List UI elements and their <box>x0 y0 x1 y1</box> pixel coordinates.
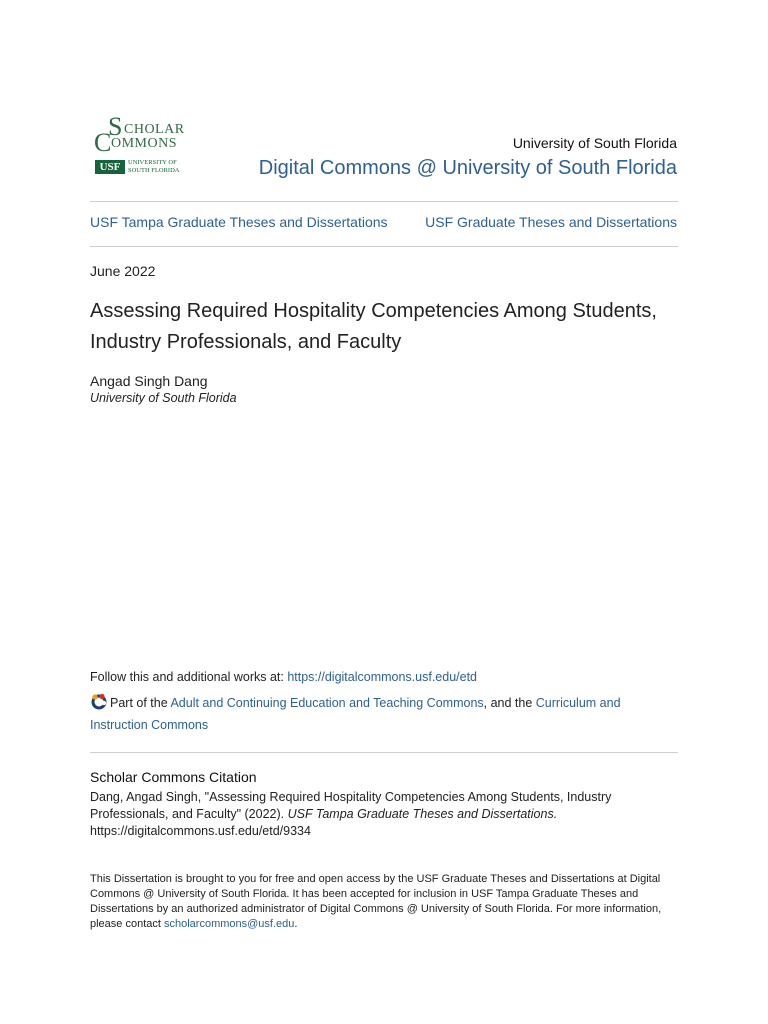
author-affiliation: University of South Florida <box>90 391 237 405</box>
logo-usf-abbr: USF <box>95 160 125 174</box>
citation-series: USF Tampa Graduate Theses and Dissertations <box>287 807 554 821</box>
footer-end: . <box>294 918 298 930</box>
commons-network-icon[interactable] <box>90 693 108 711</box>
scholar-commons-logo[interactable] <box>94 114 190 180</box>
citation-period: . <box>553 807 558 821</box>
contact-email-link[interactable]: scholarcommons@usf.edu <box>164 918 295 930</box>
logo-scholar-initial: S <box>108 112 123 141</box>
publication-date: June 2022 <box>90 263 156 279</box>
nav-link-tampa-theses[interactable]: USF Tampa Graduate Theses and Dissertations <box>90 214 388 230</box>
logo-commons-rest: OMMONS <box>111 136 178 151</box>
author-name: Angad Singh Dang <box>90 373 208 389</box>
part-of-middle: , and the <box>483 696 536 710</box>
footer-notice <box>90 872 680 932</box>
divider-nav <box>90 246 678 247</box>
institution-name: University of South Florida <box>512 135 677 151</box>
logo-usf-line1: UNIVERSITY OF <box>128 159 177 166</box>
part-of-line <box>90 692 680 736</box>
logo-usf-name <box>128 159 179 174</box>
follow-label: Follow this and additional works at: <box>90 670 288 684</box>
nav-link-graduate-theses[interactable]: USF Graduate Theses and Dissertations <box>425 214 677 230</box>
part-of-prefix: Part of the <box>110 696 171 710</box>
divider-citation <box>90 752 678 753</box>
citation-url: https://digitalcommons.usf.edu/etd/9334 <box>90 824 311 838</box>
citation-plain: Dang, Angad Singh, "Assessing Required Hospitality Competencies Among Students, Industry Professionals, and Faculty" (2022). <box>90 790 612 821</box>
footer-text: This Dissertation is brought to you for free and open access by the USF Graduate Theses and Dissertations at Digital Commons @ University of South Florida. It has been accepted for inclusion in USF Tampa Graduate Theses and Dissertations by an authorized administrator of Digital Commons @ University of South Florida. For more information, please contact <box>90 873 662 930</box>
citation-text <box>90 789 650 840</box>
paper-title: Assessing Required Hospitality Competencies Among Students, Industry Professionals, and Faculty <box>90 300 657 353</box>
discipline-link-adult-education[interactable]: Adult and Continuing Education and Teaching Commons <box>170 696 484 710</box>
repository-link[interactable]: Digital Commons @ University of South Florida <box>258 157 677 179</box>
logo-commons-initial: C <box>94 128 112 157</box>
logo-usf-line2: SOUTH FLORIDA <box>128 166 180 174</box>
follow-line <box>90 670 477 684</box>
citation-heading: Scholar Commons Citation <box>90 769 257 785</box>
follow-url-link[interactable]: https://digitalcommons.usf.edu/etd <box>287 670 478 684</box>
divider-top <box>90 201 678 202</box>
logo-scholar-rest: CHOLAR <box>124 122 185 137</box>
discipline-link-curriculum[interactable]: Curriculum and Instruction Commons <box>90 696 621 732</box>
